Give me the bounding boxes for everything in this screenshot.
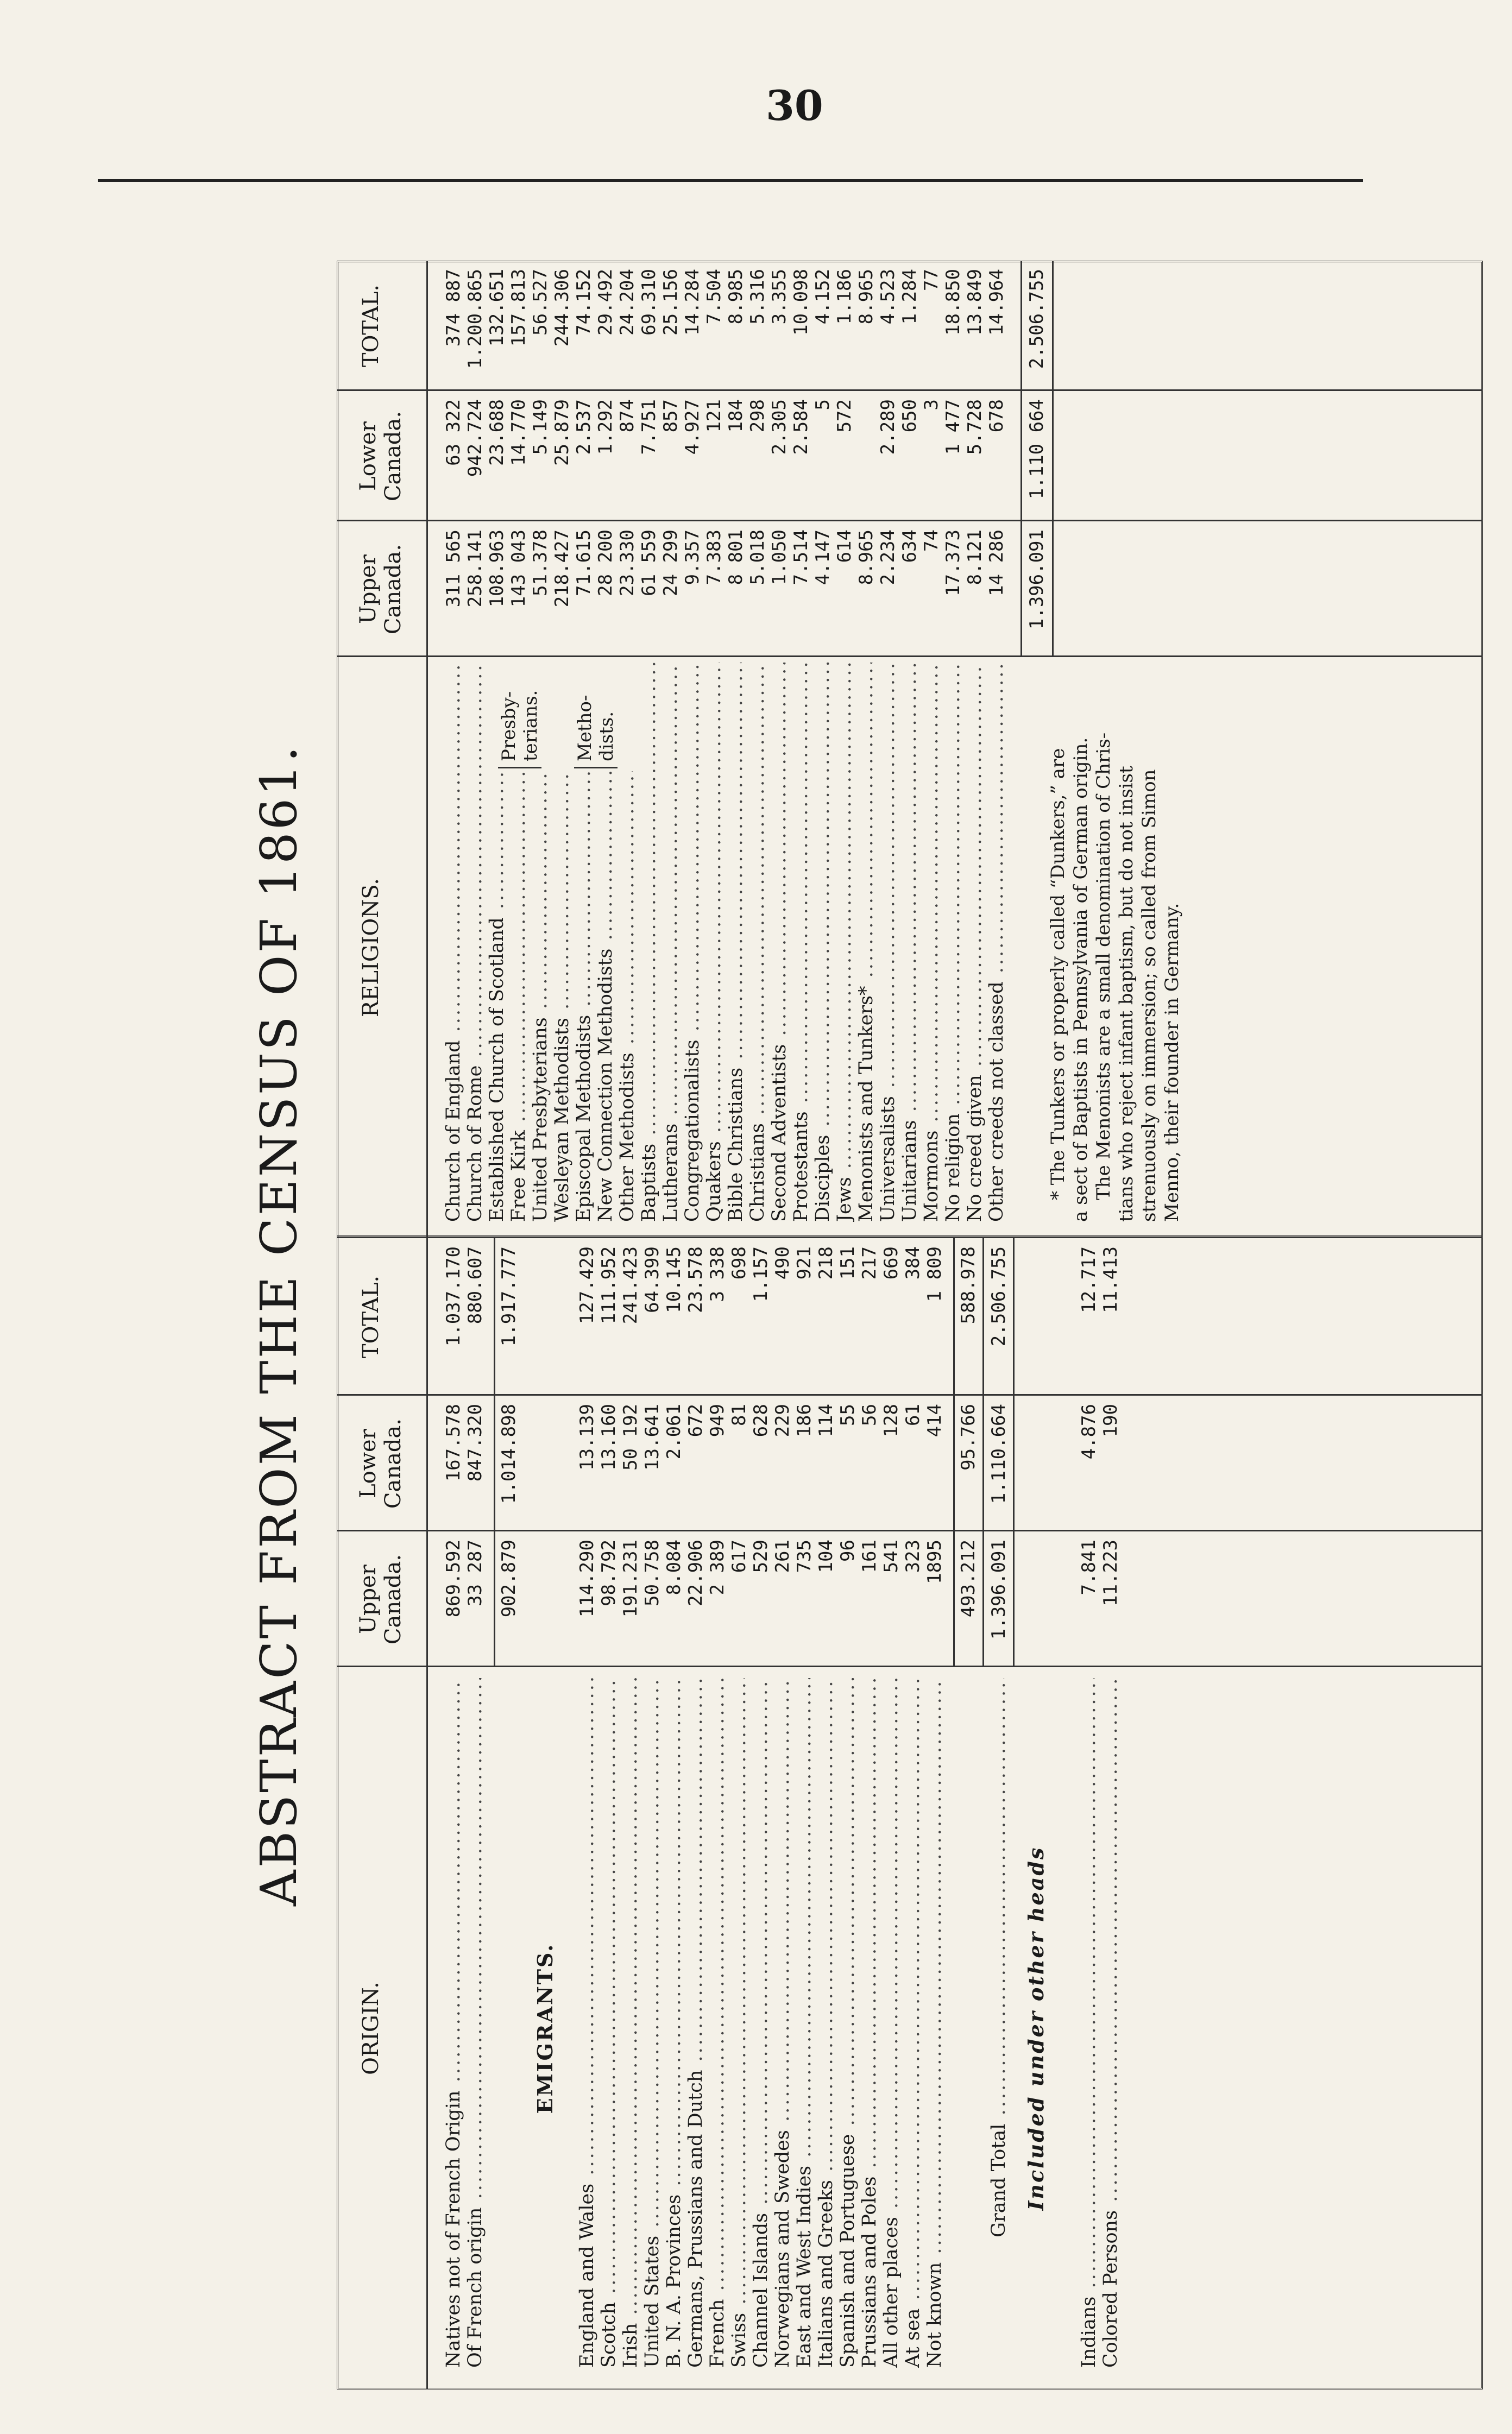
lower-canada-value: 2.061 bbox=[663, 1404, 685, 1460]
upper-canada-value: 14 286 bbox=[986, 529, 1007, 596]
row-label: England and Wales ..... bbox=[576, 1678, 598, 2368]
total-value: 217 bbox=[859, 1246, 880, 1280]
row-label: Christians ..... bbox=[747, 663, 768, 1222]
total-value: 74.152 bbox=[573, 269, 595, 336]
row-label: Bible Christians ..... bbox=[725, 663, 747, 1222]
lower-canada-value: 25.879 bbox=[551, 399, 573, 466]
religion-row bbox=[508, 261, 530, 2389]
row-label: Italians and Greeks ..... bbox=[815, 1678, 837, 2368]
total-value: 10.145 bbox=[663, 1246, 685, 1313]
total-value: 24.204 bbox=[616, 269, 638, 336]
lower-canada-value: 949 bbox=[707, 1404, 728, 1437]
upper-canada-value: 8 801 bbox=[725, 529, 747, 585]
row-label: Spanish and Portuguese ..... bbox=[837, 1678, 859, 2368]
lower-canada-value: 942.724 bbox=[464, 399, 486, 477]
header-total: TOTAL. bbox=[358, 1275, 383, 1359]
lower-canada-value: 672 bbox=[685, 1404, 707, 1437]
lower-canada-value: 114 bbox=[815, 1404, 837, 1437]
lower-canada-value: 184 bbox=[725, 399, 747, 433]
upper-canada-value: 1.050 bbox=[768, 529, 790, 585]
row-label: Established Church of Scotland ..... bbox=[486, 771, 508, 1222]
religion-row bbox=[443, 261, 464, 2389]
religion-row bbox=[986, 261, 1007, 2389]
religion-row bbox=[464, 261, 486, 2389]
upper-canada-value: 493.212 bbox=[957, 1540, 979, 1618]
total-value: 7.504 bbox=[703, 269, 725, 325]
sum-rule bbox=[1013, 1238, 1015, 1667]
lower-canada-value: 56 bbox=[859, 1404, 880, 1426]
row-label: Disciples ..... bbox=[812, 663, 834, 1222]
header-rule bbox=[426, 261, 428, 2389]
upper-canada-value: 161 bbox=[859, 1540, 880, 1573]
row-label: Baptists ..... bbox=[638, 663, 660, 1222]
top-rule bbox=[98, 179, 1363, 182]
total-value: 8.985 bbox=[725, 269, 747, 325]
religion-total-row bbox=[1026, 261, 1048, 2389]
lower-canada-value: 298 bbox=[747, 399, 768, 433]
total-value: 10.098 bbox=[790, 269, 812, 336]
lower-canada-value: 874 bbox=[616, 399, 638, 433]
total-value: 14.284 bbox=[682, 269, 703, 336]
upper-canada-value: 2 389 bbox=[707, 1540, 728, 1596]
upper-canada-value: 529 bbox=[750, 1540, 772, 1573]
lower-canada-value: 81 bbox=[728, 1404, 750, 1426]
row-label: Lutherans ..... bbox=[660, 663, 682, 1222]
methodists-brace: Metho- dists. bbox=[574, 658, 618, 768]
lower-canada-value: 55 bbox=[837, 1404, 859, 1426]
total-value: 4.152 bbox=[812, 269, 834, 325]
upper-canada-value: 614 bbox=[834, 529, 855, 563]
total-value: 23.578 bbox=[685, 1246, 707, 1313]
header-upper-canada: Upper Canada. bbox=[356, 1554, 406, 1645]
row-label: Irish ..... bbox=[620, 1678, 641, 2368]
page-title: ABSTRACT FROM THE CENSUS OF 1861. bbox=[250, 744, 308, 1906]
total-value: 13.849 bbox=[964, 269, 986, 336]
lower-canada-value: 13.641 bbox=[641, 1404, 663, 1471]
lower-canada-value: 2.584 bbox=[790, 399, 812, 455]
total-value: 244.306 bbox=[551, 269, 573, 347]
religion-row bbox=[703, 261, 725, 2389]
header-religions: RELIGIONS. bbox=[358, 878, 383, 1017]
total-value: 1.157 bbox=[750, 1246, 772, 1302]
lower-canada-value: 4.876 bbox=[1078, 1404, 1100, 1460]
row-label: Indians ..... bbox=[1078, 1678, 1100, 2368]
upper-canada-value: 104 bbox=[815, 1540, 837, 1573]
upper-canada-value: 7.841 bbox=[1078, 1540, 1100, 1596]
religion-row bbox=[877, 261, 899, 2389]
footnote-line: Menno, their founder in Germany. bbox=[1161, 903, 1183, 1222]
upper-canada-value: 23.330 bbox=[616, 529, 638, 596]
row-label: Grand Total ..... bbox=[988, 1678, 1010, 2237]
footnote-line: * The Tunkers or properly called “Dunkers,” are bbox=[1047, 748, 1069, 1200]
religion-row bbox=[530, 261, 551, 2389]
upper-canada-value: 24 299 bbox=[660, 529, 682, 596]
row-label: Menonists and Tunkers* ..... bbox=[855, 663, 877, 1222]
row-label: United States ..... bbox=[641, 1678, 663, 2368]
upper-canada-value: 634 bbox=[899, 529, 921, 563]
lower-canada-value: 678 bbox=[986, 399, 1007, 433]
header-lower-canada: Lower Canada. bbox=[356, 1418, 406, 1509]
total-value: 921 bbox=[793, 1246, 815, 1280]
upper-canada-value: 735 bbox=[793, 1540, 815, 1573]
religion-row bbox=[834, 261, 855, 2389]
religion-row bbox=[899, 261, 921, 2389]
total-value: 111.952 bbox=[598, 1246, 620, 1325]
presbyterians-brace: Presby- terians. bbox=[498, 658, 541, 768]
upper-canada-value: 541 bbox=[880, 1540, 902, 1573]
upper-canada-value: 71.615 bbox=[573, 529, 595, 596]
total-value: 1.186 bbox=[834, 269, 855, 325]
lower-canada-value: 628 bbox=[750, 1404, 772, 1437]
total-value: 698 bbox=[728, 1246, 750, 1280]
total-value: 18.850 bbox=[942, 269, 964, 336]
row-label: No creed given ..... bbox=[964, 663, 986, 1222]
upper-canada-value: 1.396.091 bbox=[1026, 529, 1048, 630]
total-value: 1 809 bbox=[924, 1246, 946, 1302]
religion-row bbox=[768, 261, 790, 2389]
upper-canada-value: 50.758 bbox=[641, 1540, 663, 1606]
lower-canada-value: 414 bbox=[924, 1404, 946, 1437]
total-value: 132.651 bbox=[486, 269, 508, 347]
religion-row bbox=[638, 261, 660, 2389]
religion-row bbox=[725, 261, 747, 2389]
footnote-line: strenuously on immersion; so called from Simon bbox=[1138, 769, 1160, 1222]
upper-canada-value: 869.592 bbox=[443, 1540, 464, 1618]
lower-canada-value: 229 bbox=[772, 1404, 793, 1437]
religion-row bbox=[812, 261, 834, 2389]
row-label: Germans, Prussians and Dutch ..... bbox=[685, 1678, 707, 2368]
lower-canada-value: 95.766 bbox=[957, 1404, 979, 1471]
lower-canada-value: 857 bbox=[660, 399, 682, 433]
row-label: Of French origin ..... bbox=[464, 1678, 486, 2368]
religion-row bbox=[790, 261, 812, 2389]
row-label: Church of England ..... bbox=[443, 663, 464, 1222]
row-label: B. N. A. Provinces ..... bbox=[663, 1678, 685, 2368]
religion-row bbox=[616, 261, 638, 2389]
lower-canada-value: 3 bbox=[921, 399, 942, 411]
upper-canada-value: 1895 bbox=[924, 1540, 946, 1584]
upper-canada-value: 617 bbox=[728, 1540, 750, 1573]
upper-canada-value: 311 565 bbox=[443, 529, 464, 608]
religion-row bbox=[921, 261, 942, 2389]
lower-canada-value: 5.728 bbox=[964, 399, 986, 455]
upper-canada-value: 28 200 bbox=[595, 529, 616, 596]
lower-canada-value: 61 bbox=[902, 1404, 924, 1426]
row-label: At sea ..... bbox=[902, 1678, 924, 2368]
lower-canada-value: 13.160 bbox=[598, 1404, 620, 1471]
total-value: 880.607 bbox=[464, 1246, 486, 1325]
row-label: New Connection Methodists ..... bbox=[595, 771, 616, 1222]
upper-canada-value: 8.121 bbox=[964, 529, 986, 585]
total-value: 29.492 bbox=[595, 269, 616, 336]
lower-canada-value: 5 bbox=[812, 399, 834, 411]
total-value: 2.506.755 bbox=[988, 1246, 1010, 1347]
total-value: 5.316 bbox=[747, 269, 768, 325]
row-label: Jews ..... bbox=[834, 663, 855, 1222]
lower-canada-value: 128 bbox=[880, 1404, 902, 1437]
upper-canada-value: 7.514 bbox=[790, 529, 812, 585]
religion-row bbox=[942, 261, 964, 2389]
row-label: Norwegians and Swedes ..... bbox=[772, 1678, 793, 2368]
upper-canada-value: 74 bbox=[921, 529, 942, 552]
footnote-line: The Menonists are a small denomination of Chris- bbox=[1093, 732, 1114, 1200]
total-value: 8.965 bbox=[855, 269, 877, 325]
lower-canada-value: 1 477 bbox=[942, 399, 964, 455]
upper-canada-value: 261 bbox=[772, 1540, 793, 1573]
row-label: Mormons ..... bbox=[921, 663, 942, 1222]
total-value: 11.413 bbox=[1100, 1246, 1122, 1313]
total-value: 2.506.755 bbox=[1026, 269, 1048, 369]
upper-canada-value: 8.084 bbox=[663, 1540, 685, 1596]
row-label: All other places ..... bbox=[880, 1678, 902, 2368]
included-row bbox=[1100, 261, 1122, 2389]
total-value: 157.813 bbox=[508, 269, 530, 347]
lower-canada-value: 1.110 664 bbox=[1026, 399, 1048, 500]
row-label: Church of Rome ..... bbox=[464, 663, 486, 1222]
total-value: 14.964 bbox=[986, 269, 1007, 336]
header-lower-canada-rel: Lower Canada. bbox=[356, 411, 406, 502]
total-value: 4.523 bbox=[877, 269, 899, 325]
census-table-rotated bbox=[250, 261, 1483, 2389]
religion-row bbox=[747, 261, 768, 2389]
lower-canada-value: 121 bbox=[703, 399, 725, 433]
row-label: No religion ..... bbox=[942, 663, 964, 1222]
lower-canada-value: 7.751 bbox=[638, 399, 660, 455]
lower-canada-value: 186 bbox=[793, 1404, 815, 1437]
upper-canada-value: 323 bbox=[902, 1540, 924, 1573]
header-origin: ORIGIN. bbox=[358, 1982, 383, 2075]
row-label: Other Methodists ..... bbox=[616, 771, 638, 1222]
upper-canada-value: 51.378 bbox=[530, 529, 551, 596]
row-label: Wesleyan Methodists ..... bbox=[551, 771, 573, 1222]
row-label: Swiss ..... bbox=[728, 1678, 750, 2368]
lower-canada-value: 5.149 bbox=[530, 399, 551, 455]
lower-canada-value: 63 322 bbox=[443, 399, 464, 466]
row-label: Other creeds not classed ..... bbox=[986, 663, 1007, 1222]
row-label: Unitarians ..... bbox=[899, 663, 921, 1222]
lower-canada-value: 2.289 bbox=[877, 399, 899, 455]
upper-canada-value: 114.290 bbox=[576, 1540, 598, 1618]
upper-canada-value: 1.396.091 bbox=[988, 1540, 1010, 1640]
total-value: 3.355 bbox=[768, 269, 790, 325]
upper-canada-value: 5.018 bbox=[747, 529, 768, 585]
total-value: 218 bbox=[815, 1246, 837, 1280]
row-label: French ..... bbox=[707, 1678, 728, 2368]
total-value: 12.717 bbox=[1078, 1246, 1100, 1313]
upper-canada-value: 98.792 bbox=[598, 1540, 620, 1606]
total-value: 127.429 bbox=[576, 1246, 598, 1325]
row-label: Second Adventists ..... bbox=[768, 663, 790, 1222]
row-label: Protestants ..... bbox=[790, 663, 812, 1222]
upper-canada-value: 7.383 bbox=[703, 529, 725, 585]
upper-canada-value: 96 bbox=[837, 1540, 859, 1562]
included-row bbox=[1078, 261, 1100, 2389]
header-total-rel: TOTAL. bbox=[358, 284, 383, 368]
row-label: Natives not of French Origin ..... bbox=[443, 1678, 464, 2368]
total-value: 64.399 bbox=[641, 1246, 663, 1313]
religion-row bbox=[551, 261, 573, 2389]
lower-canada-value: 650 bbox=[899, 399, 921, 433]
upper-canada-value: 191.231 bbox=[620, 1540, 641, 1618]
footnote-line: tians who reject infant baptism, but do not insist bbox=[1116, 766, 1137, 1222]
upper-canada-value: 33 287 bbox=[464, 1540, 486, 1606]
total-value: 1.284 bbox=[899, 269, 921, 325]
total-value: 669 bbox=[880, 1246, 902, 1280]
sum-rule bbox=[1052, 261, 1054, 657]
row-label: Quakers ..... bbox=[703, 663, 725, 1222]
lower-canada-value: 1.014.898 bbox=[498, 1404, 520, 1504]
upper-canada-value: 108.963 bbox=[486, 529, 508, 608]
total-value: 77 bbox=[921, 269, 942, 291]
upper-canada-value: 8.965 bbox=[855, 529, 877, 585]
lower-canada-value: 50 192 bbox=[620, 1404, 641, 1471]
lower-canada-value: 847.320 bbox=[464, 1404, 486, 1482]
lower-canada-value: 4.927 bbox=[682, 399, 703, 455]
total-value: 1.037.170 bbox=[443, 1246, 464, 1347]
total-value: 1.200.865 bbox=[464, 269, 486, 369]
lower-canada-value: 14.770 bbox=[508, 399, 530, 466]
row-label: Congregationalists ..... bbox=[682, 663, 703, 1222]
religion-row bbox=[486, 261, 508, 2389]
included-heading: Included under other heads bbox=[1024, 1846, 1048, 2211]
row-label: Channel Islands ..... bbox=[750, 1678, 772, 2368]
religion-row bbox=[964, 261, 986, 2389]
upper-canada-value: 258.141 bbox=[464, 529, 486, 608]
total-value: 3 338 bbox=[707, 1246, 728, 1302]
upper-canada-value: 4.147 bbox=[812, 529, 834, 585]
religion-row bbox=[855, 261, 877, 2389]
upper-canada-value: 22.906 bbox=[685, 1540, 707, 1606]
row-label: Free Kirk ..... bbox=[508, 771, 530, 1222]
religion-row bbox=[682, 261, 703, 2389]
row-label: East and West Indies ..... bbox=[793, 1678, 815, 2368]
upper-canada-value: 218.427 bbox=[551, 529, 573, 608]
header-upper-canada-rel: Upper Canada. bbox=[356, 544, 406, 635]
religion-row bbox=[595, 261, 616, 2389]
upper-canada-value: 902.879 bbox=[498, 1540, 520, 1618]
row-label: Prussians and Poles ..... bbox=[859, 1678, 880, 2368]
total-value: 56.527 bbox=[530, 269, 551, 336]
upper-canada-value: 9.357 bbox=[682, 529, 703, 585]
row-label: Episcopal Methodists ..... bbox=[573, 771, 595, 1222]
lower-canada-value: 23.688 bbox=[486, 399, 508, 466]
row-label: Scotch ..... bbox=[598, 1678, 620, 2368]
total-value: 384 bbox=[902, 1246, 924, 1280]
lower-canada-value: 1.110.664 bbox=[988, 1404, 1010, 1504]
total-value: 25.156 bbox=[660, 269, 682, 336]
lower-canada-value: 167.578 bbox=[443, 1404, 464, 1482]
religion-row bbox=[573, 261, 595, 2389]
page-number: 30 bbox=[766, 81, 823, 130]
row-label: Colored Persons ..... bbox=[1100, 1678, 1122, 2368]
total-value: 1.917.777 bbox=[498, 1246, 520, 1347]
total-value: 241.423 bbox=[620, 1246, 641, 1325]
upper-canada-value: 61 559 bbox=[638, 529, 660, 596]
row-label: United Presbyterians ..... bbox=[530, 771, 551, 1222]
total-value: 69.310 bbox=[638, 269, 660, 336]
emigrants-heading: EMIGRANTS. bbox=[533, 1943, 557, 2114]
lower-canada-value: 2.305 bbox=[768, 399, 790, 455]
total-value: 490 bbox=[772, 1246, 793, 1280]
lower-canada-value: 2.537 bbox=[573, 399, 595, 455]
upper-canada-value: 17.373 bbox=[942, 529, 964, 596]
lower-canada-value: 13.139 bbox=[576, 1404, 598, 1471]
total-value: 151 bbox=[837, 1246, 859, 1280]
row-label: Universalists ..... bbox=[877, 663, 899, 1222]
upper-canada-value: 2.234 bbox=[877, 529, 899, 585]
row-label: Not known ..... bbox=[924, 1678, 946, 2368]
upper-canada-value: 143 043 bbox=[508, 529, 530, 608]
lower-canada-value: 190 bbox=[1100, 1404, 1122, 1437]
religion-row bbox=[660, 261, 682, 2389]
upper-canada-value: 11.223 bbox=[1100, 1540, 1122, 1606]
lower-canada-value: 572 bbox=[834, 399, 855, 433]
total-value: 374 887 bbox=[443, 269, 464, 347]
sum-rule bbox=[1020, 261, 1022, 657]
lower-canada-value: 1.292 bbox=[595, 399, 616, 455]
footnote-line: a sect of Baptists in Pennsylvania of German origin. bbox=[1070, 737, 1092, 1222]
total-value: 588.978 bbox=[957, 1246, 979, 1325]
